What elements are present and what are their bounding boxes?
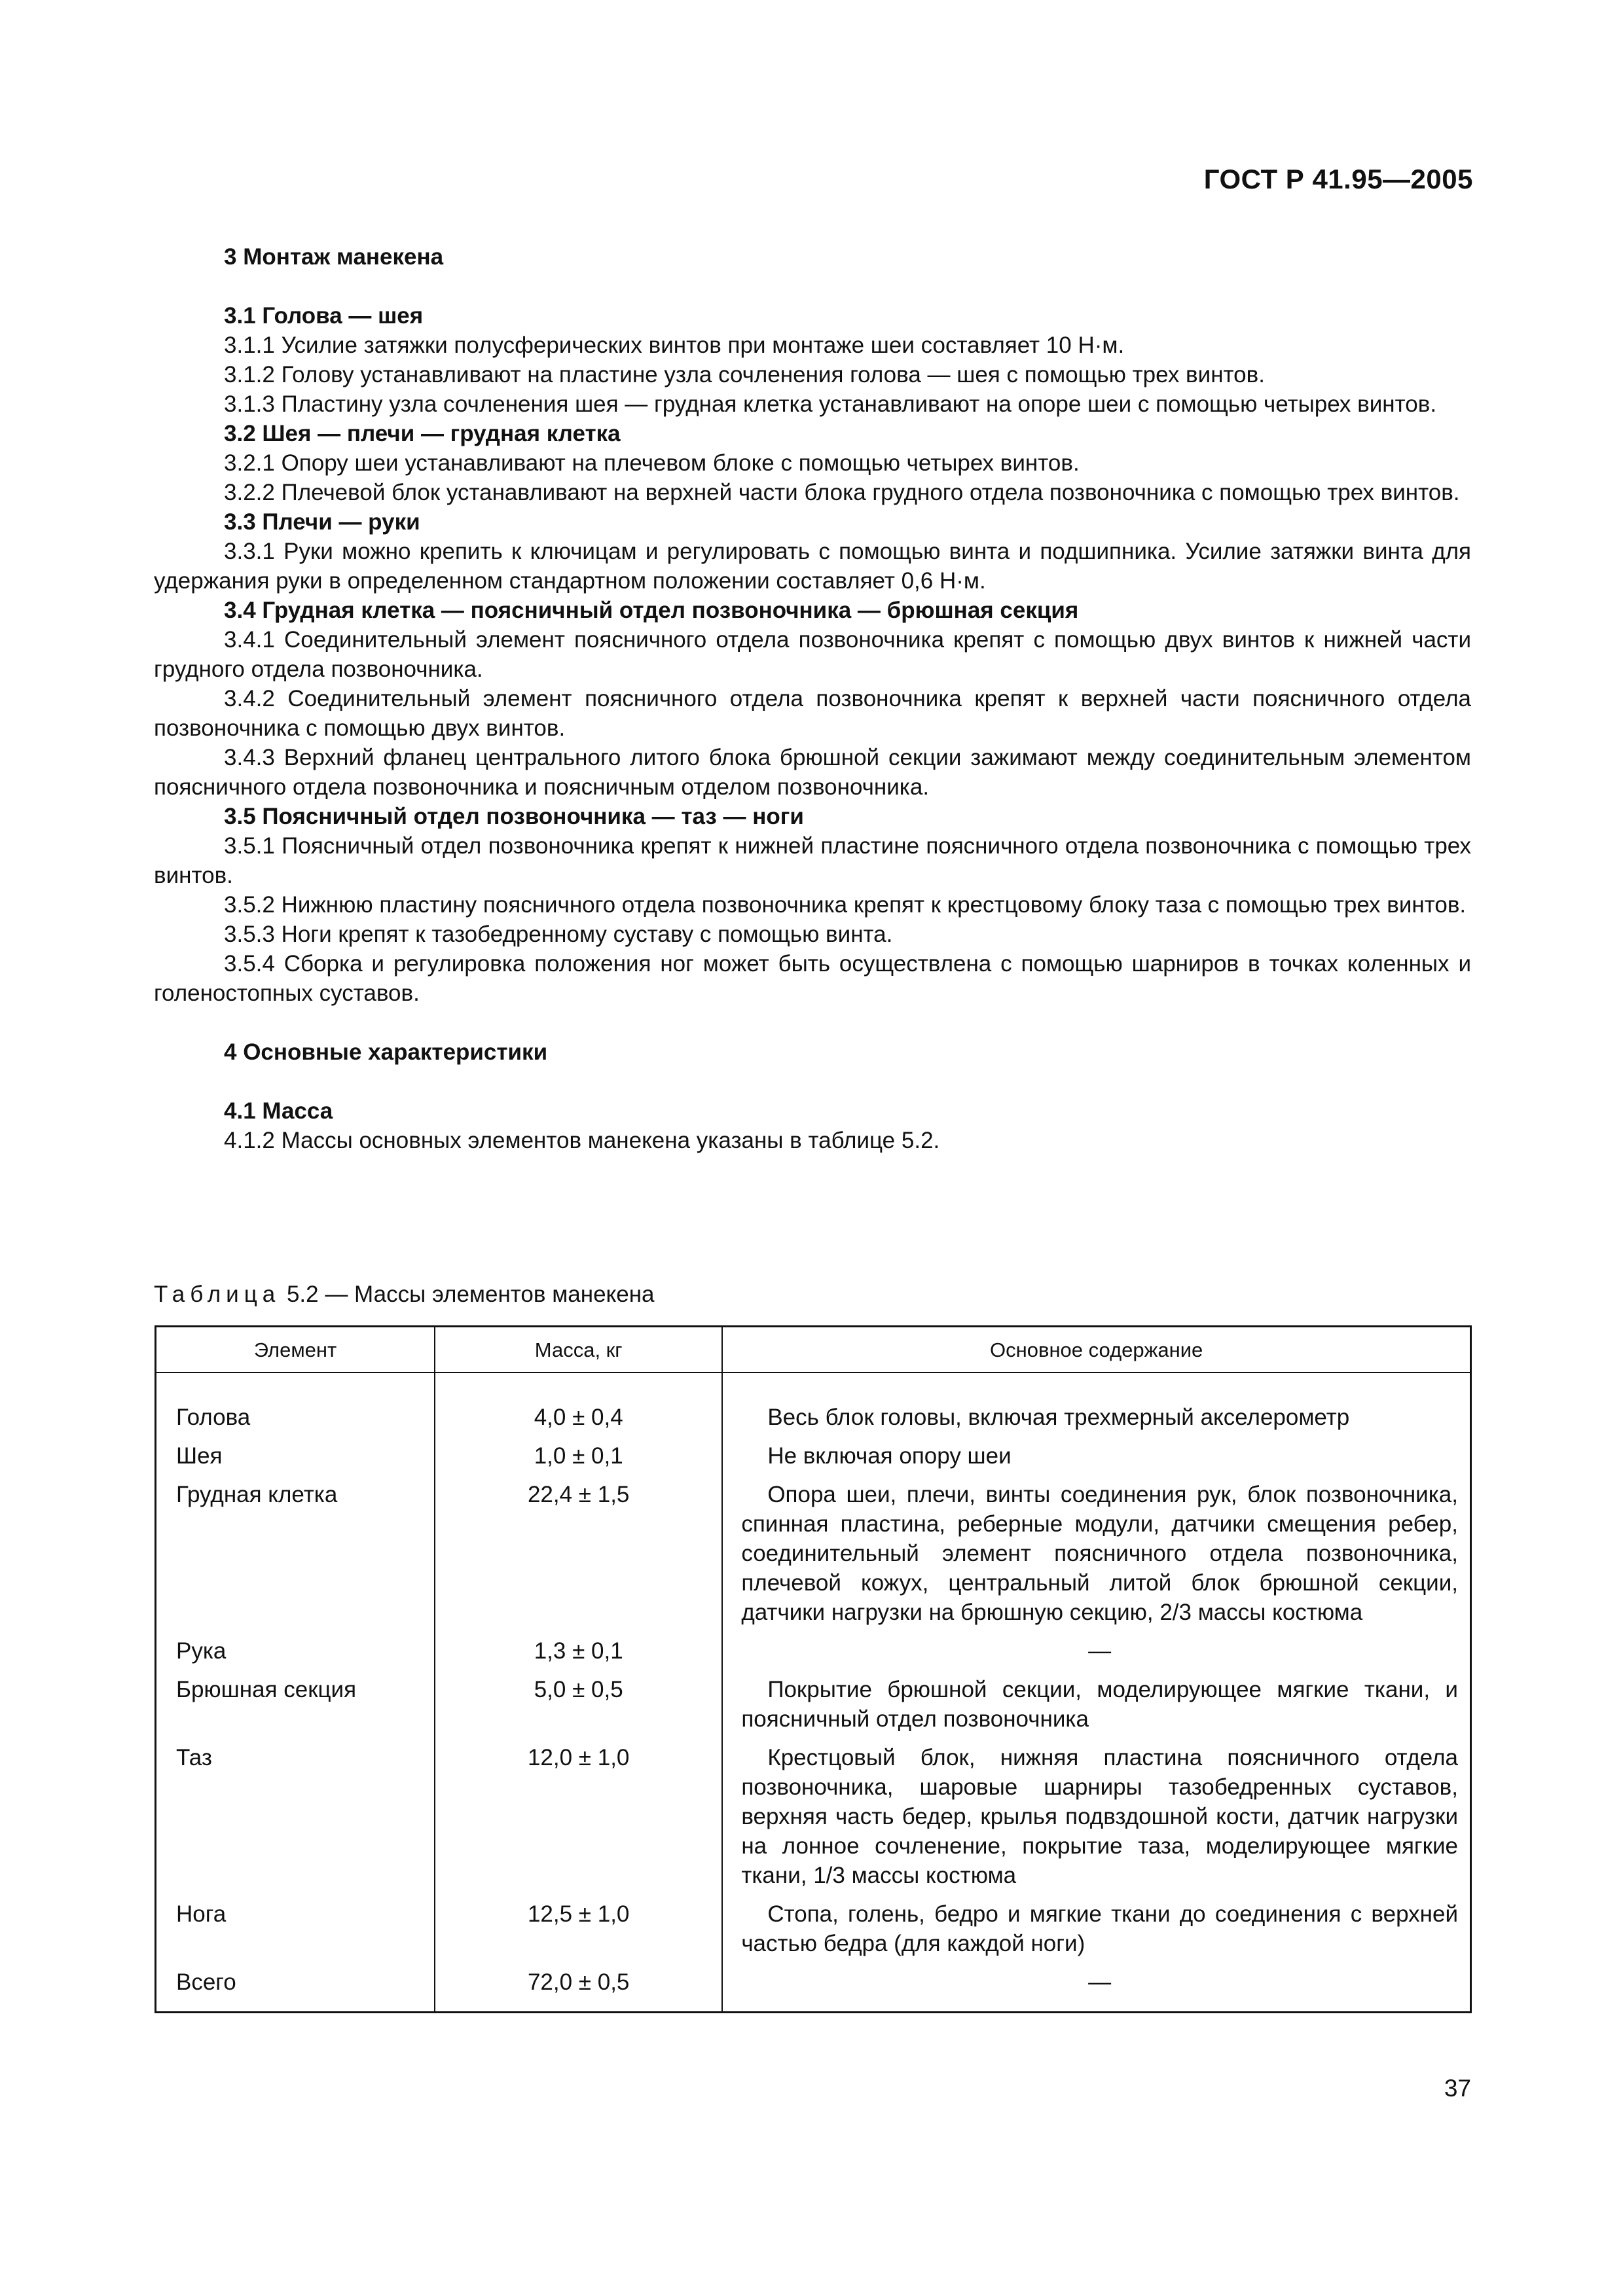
cell-mass: 5,0 ± 0,5: [435, 1675, 722, 1743]
cell-content: —: [722, 1636, 1470, 1675]
cell-mass: 4,0 ± 0,4: [435, 1372, 722, 1441]
cell-content: —: [722, 1967, 1470, 2013]
paragraph-3-2-2: 3.2.2 Плечевой блок устанавливают на верхней части блока грудного отдела позвоночника с помощью трех винтов.: [224, 480, 1460, 505]
cell-element: Голова: [156, 1372, 435, 1441]
cell-content: Не включая опору шеи: [722, 1441, 1470, 1480]
table-row: [156, 1372, 1471, 1441]
paragraph-3-5-3: 3.5.3 Ноги крепят к тазобедренному суставу с помощью винта.: [224, 922, 893, 947]
paragraph-3-1-1: 3.1.1 Усилие затяжки полусферических винтов при монтаже шеи составляет 10 Н·м.: [224, 332, 1125, 358]
table-row: [156, 1743, 1471, 1899]
table-row: [156, 1636, 1471, 1675]
paragraph-3-3-1: 3.3.1 Руки можно крепить к ключицам и регулировать с помощью винта и подшипника. Усилие затяжки винта для удержания руки в определенном стандартном положении составляет 0,6 Н·м.: [154, 539, 1471, 594]
document-body: [154, 242, 1471, 1155]
paragraph-3-4-2: 3.4.2 Соединительный элемент поясничного отдела позвоночника крепят к верхней части поясничного отдела позвоночника с помощью двух винтов.: [154, 686, 1471, 741]
cell-element: Всего: [156, 1967, 435, 2013]
section-3-heading: 3 Монтаж манекена: [224, 244, 444, 270]
cell-content: Опора шеи, плечи, винты соединения рук, блок позвоночника, спинная пластина, реберные модули, датчики смещения ребер, соединительный элемент поясничного отдела позвоночника, плечевой кожух, центральный литой блок брюшной секции, датчики нагрузки на брюшную секцию, 2/3 массы костюма: [722, 1480, 1470, 1636]
paragraph-3-2-1: 3.2.1 Опору шеи устанавливают на плечевом блоке с помощью четырех винтов.: [224, 450, 1080, 476]
spacer: [154, 272, 1471, 301]
cell-element: Рука: [156, 1636, 435, 1675]
cell-element: Брюшная секция: [156, 1675, 435, 1743]
spacer: [154, 1067, 1471, 1096]
cell-content: Покрытие брюшной секции, моделирующее мягкие ткани, и поясничный отдел позвоночника: [722, 1675, 1470, 1743]
paragraph-3-4-3: 3.4.3 Верхний фланец центрального литого блока брюшной секции зажимают между соединительным элементом поясничного отдела позвоночника и поясничным отделом позвоночника.: [154, 745, 1471, 800]
paragraph-4-1-2: 4.1.2 Массы основных элементов манекена указаны в таблице 5.2.: [224, 1128, 940, 1153]
table-caption-title: 5.2 — Массы элементов манекена: [280, 1282, 655, 1307]
cell-mass: 72,0 ± 0,5: [435, 1967, 722, 2013]
table-header-row: [156, 1327, 1471, 1373]
cell-mass: 1,0 ± 0,1: [435, 1441, 722, 1480]
table-row-total: [156, 1967, 1471, 2013]
cell-mass: 1,3 ± 0,1: [435, 1636, 722, 1675]
table-row: [156, 1675, 1471, 1743]
table-row: [156, 1441, 1471, 1480]
cell-content: Стопа, голень, бедро и мягкие ткани до соединения с верхней частью бедра (для каждой ноги): [722, 1899, 1470, 1967]
paragraph-3-1-3: 3.1.3 Пластину узла сочленения шея — грудная клетка устанавливают на опоре шеи с помощью четырех винтов.: [224, 391, 1437, 417]
mass-table: [155, 1325, 1472, 2013]
section-4-heading: 4 Основные характеристики: [224, 1039, 548, 1065]
cell-element: Таз: [156, 1743, 435, 1899]
document-identifier: ГОСТ Р 41.95—2005: [1203, 164, 1473, 194]
column-header-mass: Масса, кг: [435, 1327, 722, 1373]
paragraph-3-5-1: 3.5.1 Поясничный отдел позвоночника крепят к нижней пластине поясничного отдела позвоночника с помощью трех винтов.: [154, 833, 1471, 888]
cell-element: Нога: [156, 1899, 435, 1967]
cell-content: Весь блок головы, включая трехмерный акселерометр: [722, 1372, 1470, 1441]
section-3-5-heading: 3.5 Поясничный отдел позвоночника — таз — ноги: [224, 804, 804, 829]
table-row: [156, 1899, 1471, 1967]
section-3-3-heading: 3.3 Плечи — руки: [224, 509, 420, 535]
section-4-1-heading: 4.1 Масса: [224, 1098, 333, 1124]
cell-mass: 12,5 ± 1,0: [435, 1899, 722, 1967]
cell-content: Крестцовый блок, нижняя пластина поясничного отдела позвоночника, шаровые шарниры тазобедренных суставов, верхняя часть бедер, крылья подвздошной кости, датчик нагрузки на лонное сочленение, покрытие таза, моделирующее мягкие ткани, 1/3 массы костюма: [722, 1743, 1470, 1899]
section-3-4-heading: 3.4 Грудная клетка — поясничный отдел позвоночника — брюшная секция: [224, 598, 1079, 623]
cell-mass: 12,0 ± 1,0: [435, 1743, 722, 1899]
section-3-1-heading: 3.1 Голова — шея: [224, 303, 424, 329]
column-header-content: Основное содержание: [722, 1327, 1470, 1373]
table-row: [156, 1480, 1471, 1636]
paragraph-3-5-2: 3.5.2 Нижнюю пластину поясничного отдела позвоночника крепят к крестцовому блоку таза с помощью трех винтов.: [224, 892, 1467, 918]
section-3-2-heading: 3.2 Шея — плечи — грудная клетка: [224, 421, 621, 446]
paragraph-3-1-2: 3.1.2 Голову устанавливают на пластине узла сочленения голова — шея с помощью трех винтов.: [224, 362, 1265, 387]
table-caption: [154, 1280, 655, 1309]
page-number: 37: [1444, 2075, 1471, 2102]
spacer: [154, 1008, 1471, 1037]
table-caption-label: Таблица: [154, 1282, 281, 1307]
cell-element: Шея: [156, 1441, 435, 1480]
cell-mass: 22,4 ± 1,5: [435, 1480, 722, 1636]
cell-element: Грудная клетка: [156, 1480, 435, 1636]
paragraph-3-5-4: 3.5.4 Сборка и регулировка положения ног может быть осуществлена с помощью шарниров в точках коленных и голеностопных суставов.: [154, 951, 1471, 1006]
paragraph-3-4-1: 3.4.1 Соединительный элемент поясничного отдела позвоночника крепят с помощью двух винтов к нижней части грудного отдела позвоночника.: [154, 627, 1471, 682]
column-header-element: Элемент: [156, 1327, 435, 1373]
